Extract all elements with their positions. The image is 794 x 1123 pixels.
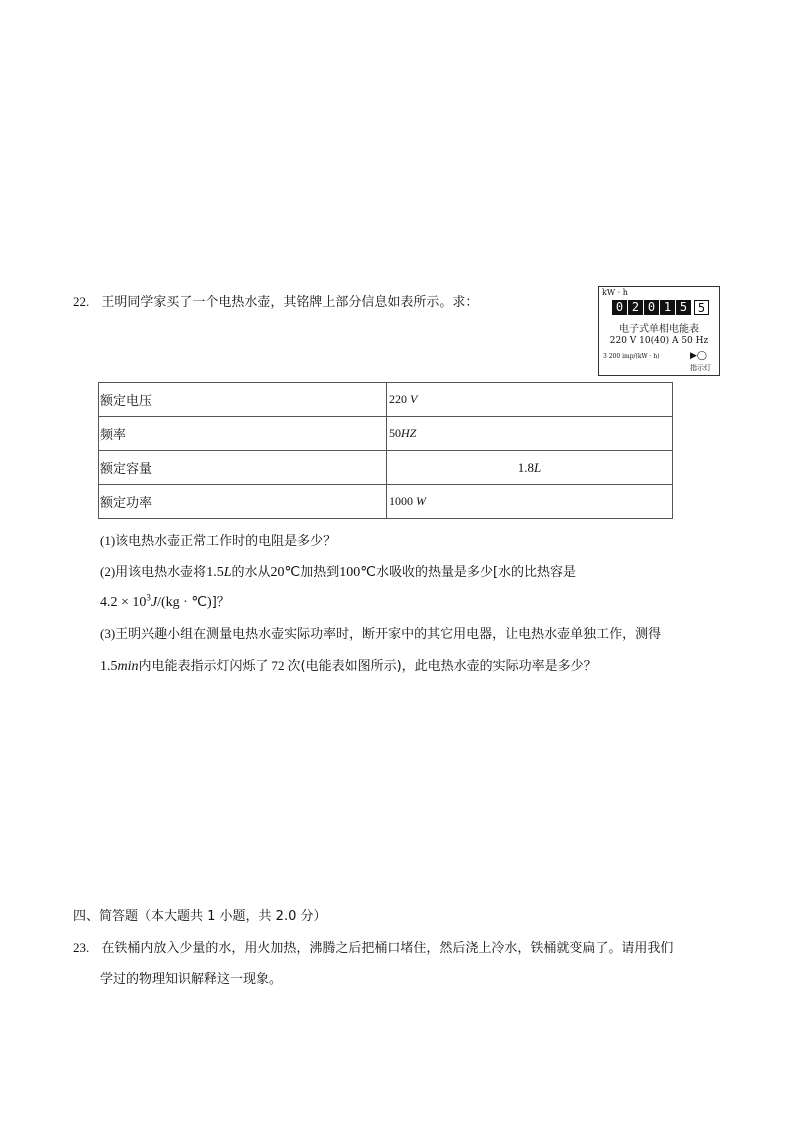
indicator-lamp-icon: ▶◯ (690, 351, 707, 361)
sub-question-3: (3)王明兴趣小组在测量电热水壶实际功率时，断开家中的其它用电器，让电热水壶单独工作，测得 (100, 626, 662, 642)
table-row (99, 485, 673, 519)
table-cell-value: 220 V (387, 383, 673, 417)
nameplate-table (98, 382, 673, 519)
meter-digits (612, 300, 710, 315)
meter-unit: kW · h (602, 288, 628, 297)
meter-rating: 220 V 10(40) A 50 Hz (609, 336, 709, 346)
table-cell-value: 1.8L (387, 451, 673, 485)
table-row (99, 451, 673, 485)
meter-digit: 5 (676, 300, 691, 315)
meter-digit: 0 (644, 300, 659, 315)
meter-name: 电子式单相电能表 (619, 324, 699, 335)
meter-constant: 3 200 imp/(kW · h) (603, 353, 660, 360)
sub-question-2: (2)用该电热水壶将1.5L的水从20℃加热到100℃水吸收的热量是多少[水的比热容是 (100, 564, 577, 580)
question-23-line2: 学过的物理知识解释这一现象。 (100, 972, 283, 987)
meter-digit: 2 (628, 300, 643, 315)
section-heading: 四、简答题（本大题共 1 小题，共 2.0 分） (73, 909, 327, 924)
table-cell-value: 50HZ (387, 417, 673, 451)
question-22-stem (73, 291, 478, 310)
sub-question-3-continued: 1.5min内电能表指示灯闪烁了 72 次(电能表如图所示)，此电热水壶的实际功率是多少？ (100, 658, 597, 674)
table-cell-label: 额定电压 (99, 383, 387, 417)
table-row (99, 417, 673, 451)
meter-decimal-digit: 5 (694, 300, 709, 315)
sub-question-2-heat-capacity: $4.2 \times 10^3J/(kg$ · ℃)]？ (100, 592, 230, 610)
question-stem-text: 王明同学家买了一个电热水壶，其铭牌上部分信息如表所示。求： (101, 295, 479, 310)
meter-digit: 0 (612, 300, 627, 315)
meter-digit: 1 (660, 300, 675, 315)
table-row (99, 383, 673, 417)
question-23-line1: 23. 在铁桶内放入少量的水，用火加热，沸腾之后把桶口堵住，然后浇上冷水，铁桶就变扁了。请用我们 (73, 940, 674, 956)
table-cell-label: 额定功率 (99, 485, 387, 519)
question-number: 23. (73, 940, 90, 955)
table-cell-label: 频率 (99, 417, 387, 451)
electric-meter-figure (598, 286, 720, 376)
table-cell-value: 1000 W (387, 485, 673, 519)
question-number: 22. (73, 294, 90, 309)
indicator-lamp-label: 指示灯 (690, 364, 711, 372)
sub-question-1: (1)该电热水壶正常工作时的电阻是多少？ (100, 533, 337, 549)
table-cell-label: 额定容量 (99, 451, 387, 485)
